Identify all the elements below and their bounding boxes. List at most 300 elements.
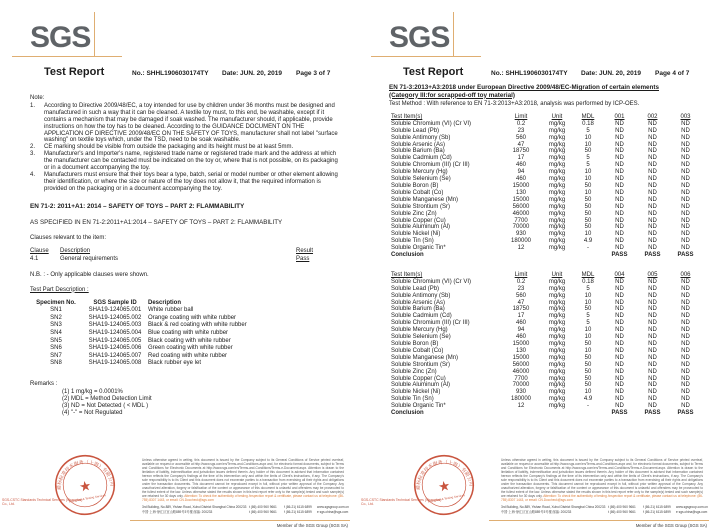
table-cell: ND	[681, 306, 690, 313]
notes-list	[30, 103, 343, 193]
table-cell: ND	[681, 292, 690, 299]
table-cell: 10	[584, 169, 592, 176]
table-cell: Soluble Strontium (Sr)	[391, 203, 451, 210]
table-cell: Soluble Chromium (VI) (Cr VI)	[391, 120, 472, 127]
table-cell: ND	[615, 189, 624, 196]
table-cell: ND	[648, 334, 657, 341]
address-row-cn	[501, 510, 709, 515]
table-cell: 10	[584, 134, 592, 141]
table-cell: 94	[517, 327, 525, 334]
migration-heading-line2: (Category III:for scrapped-off toy material)	[389, 91, 515, 99]
address-en: 3rd Building, No.889, Yishan Road, Xuhui District Shanghai China 200233	[501, 505, 606, 509]
table-cell: ND	[648, 189, 657, 196]
table-row	[389, 369, 702, 376]
stamp-arc-text: 通标标准技术服务（上海）有限公司	[416, 460, 473, 491]
table-cell: 50	[584, 375, 592, 382]
table-cell: 0.2	[516, 120, 526, 127]
company-stamp	[49, 449, 121, 521]
remark-line: (1) 1 mg/kg = 0.0001%	[62, 388, 123, 395]
table-row	[389, 148, 702, 155]
table-cell: 4.9	[583, 396, 593, 403]
table-cell: mg/kg	[548, 361, 566, 368]
table-row	[389, 224, 702, 231]
remark-line: (4) "-" = Not Regulated	[62, 409, 123, 416]
logo-vertical-line	[453, 12, 454, 56]
table-cell: 17	[517, 155, 525, 162]
table-cell: mg/kg	[548, 217, 566, 224]
table-cell: 15000	[512, 341, 530, 347]
note-text: According to Directive 2009/48/EC, a toy intended for use by children under 36 months must be designed and manufactured in such a way that it can be cleaned. A textile toy must, to this end, be washable, except if it contains a mechanism that may be damaged if soak washed. The manufacturer should, if applicable, provide instructions on how the toy has to be cleaned. According to the GUIDANCE DOCUMENT ON THE APPLICATION OF DIRECTIVE 2009/48/EC ON THE SAFETY OF TOYS, manufacturer shall not label "surface washing" on textile toys which, under the TSD, need to be soak washable.	[44, 102, 338, 144]
table-cell: ND	[648, 292, 657, 299]
disclaimer-text: Unless otherwise agreed in writing, this document is issued by the Company subject to its General Conditions of Service printed overleaf, available on request or accessible at http://www.sgs.com/en/Terms-and-Conditions.aspx and, for electronic format documents, subject to Terms and Conditions for Electronic Documents at http://www.sgs.com/en/Terms-and-Conditions/Terms-e-Document.aspx. Attention is drawn to the limitation of liability, indemnification and jurisdiction issues defined therein. Any holder of this document is advised that information contained hereon reflects the Company's findings at the time of its intervention only and within the limits of Client's instructions, if any. The Company's sole responsibility is to its Client and this document does not exonerate parties to a transaction from exercising all their rights and obligations under the transaction documents. This document cannot be reproduced except in full, without prior written approval of the Company. Any unauthorized alteration, forgery or falsification of the content or appearance of this document is unlawful and offenders may be prosecuted to the fullest extent of the law. Unless otherwise stated the results shown in this test report refer only to the sample(s) tested and such sample(s) are retained for 30 days only.	[501, 458, 703, 499]
table-cell: 10	[584, 292, 592, 299]
table-cell: Soluble Arsenic (As)	[391, 141, 446, 148]
table-cell: 4.9	[583, 238, 593, 245]
table-cell: Black coating with white rubber	[148, 337, 231, 344]
table-cell: ND	[681, 176, 690, 183]
column-header: Clause	[30, 248, 49, 255]
table-cell: Soluble Manganese (Mn)	[391, 196, 459, 203]
table-cell: ND	[648, 341, 657, 347]
address-en: 3rd Building, No.889, Yishan Road, Xuhui District Shanghai China 200233	[142, 505, 247, 509]
table-cell: ND	[615, 347, 624, 354]
phone-number: t (86) 400 960 9661	[608, 509, 636, 514]
table-cell	[541, 252, 573, 259]
stamp-star-icon: ★	[436, 477, 452, 495]
table-cell: ND	[615, 134, 624, 141]
fax-number: f (86-21) 6115 6899	[284, 509, 312, 514]
table-cell: 460	[515, 176, 526, 183]
table-cell: 50	[584, 361, 592, 368]
column-header: Description	[60, 248, 91, 255]
report-date: Date: JUN. 20, 2019	[222, 70, 282, 77]
table-cell: ND	[681, 396, 690, 403]
table-cell: ND	[648, 182, 657, 189]
sgs-logo-text: SGS	[30, 21, 91, 54]
page-number: Page 4 of 7	[655, 70, 690, 77]
table-cell: mg/kg	[548, 327, 566, 334]
table-cell: mg/kg	[548, 396, 566, 403]
table-cell: ND	[615, 361, 624, 368]
table-cell: 50	[584, 382, 592, 389]
table-cell: ND	[615, 334, 624, 341]
sgs-logo	[30, 20, 104, 58]
note-number: 4.	[30, 171, 36, 178]
table-cell: Pass	[296, 255, 310, 262]
table-cell: 10	[584, 176, 592, 183]
table-cell: ND	[615, 162, 624, 169]
company-stamp	[408, 449, 480, 521]
table-cell: Blue coating with white rubber	[148, 330, 229, 336]
table-cell: Soluble Chromium (III) (Cr III)	[391, 320, 470, 327]
table-cell: Soluble Mercury (Hg)	[391, 169, 448, 176]
note-text: CE marking should be visible from outside the packaging and its height must be at least 5mm.	[44, 144, 294, 151]
table-cell: 23	[517, 127, 525, 134]
phone-number: t (86) 400 960 9661	[249, 509, 277, 514]
table-cell: mg/kg	[548, 306, 566, 313]
table-cell: ND	[648, 306, 657, 313]
table-cell: Green coating with white rubber	[148, 345, 233, 352]
table-cell: 5	[586, 320, 590, 327]
table-cell: SHA19-124065.004	[88, 330, 142, 336]
table-cell: mg/kg	[548, 375, 566, 382]
table-cell: SN6	[50, 345, 62, 352]
table-cell: mg/kg	[548, 389, 566, 396]
table-cell: mg/kg	[548, 347, 566, 354]
table-row	[389, 362, 702, 369]
table-cell	[541, 410, 573, 417]
report-date: Date: JUN. 20, 2019	[581, 70, 641, 77]
table-cell: ND	[615, 217, 624, 224]
table-cell: mg/kg	[548, 238, 566, 245]
test-part-description-heading: Test Part Description :	[30, 286, 89, 293]
table-cell: 10	[584, 231, 592, 238]
logo-vertical-line	[94, 12, 95, 56]
table-cell: ND	[648, 196, 657, 203]
table-row	[389, 389, 702, 396]
member-line: Member of the SGS Group (SGS SA)	[276, 523, 348, 528]
table-cell: ND	[648, 347, 657, 354]
table-cell: 5	[586, 285, 590, 292]
table-cell: ND	[615, 368, 624, 375]
table-cell: ND	[681, 148, 690, 155]
table-cell: 5	[586, 155, 590, 162]
table-row	[389, 135, 702, 142]
table-cell: ND	[648, 224, 657, 231]
table-cell: ND	[615, 245, 624, 252]
table-cell: ND	[681, 320, 690, 327]
column-header: 005	[647, 271, 658, 278]
report-number: No.: SHHL1906030174TY	[132, 70, 209, 77]
table-cell: ND	[681, 354, 690, 361]
table-row	[389, 128, 702, 135]
table-header-row	[30, 248, 343, 255]
table-cell: mg/kg	[548, 403, 566, 410]
logo-horizontal-line	[12, 56, 122, 57]
table-cell: ND	[615, 320, 624, 327]
table-cell: ND	[615, 299, 624, 306]
table-cell: Soluble Nickel (Ni)	[391, 389, 441, 396]
table-cell: 930	[515, 231, 526, 238]
stamp-seal-graphic	[49, 449, 121, 521]
table-cell: ND	[615, 382, 624, 389]
footer-address-block	[142, 505, 350, 515]
table-cell: ND	[681, 347, 690, 354]
table-cell: 17	[517, 313, 525, 320]
table-cell: SN1	[50, 307, 62, 314]
table-cell: mg/kg	[548, 341, 566, 347]
column-header: 006	[680, 271, 691, 278]
table-row	[389, 327, 702, 334]
fax-number: f (86-21) 6115 6899	[284, 505, 312, 509]
table-cell: 10	[584, 334, 592, 341]
note-item	[30, 172, 343, 193]
table-header-row	[389, 272, 702, 279]
stamp-star-icon: ★	[77, 477, 93, 495]
table-row	[30, 322, 343, 330]
table-cell: 50	[584, 306, 592, 313]
table-cell: ND	[681, 389, 690, 396]
table-cell: ND	[681, 231, 690, 238]
table-cell: Soluble Boron (B)	[391, 182, 439, 189]
address-cn: 中国·上海·徐汇区宜山路889号3号楼 邮编: 200233	[142, 509, 213, 514]
table-row	[389, 279, 702, 286]
table-cell: ND	[648, 203, 657, 210]
table-row	[389, 211, 702, 218]
table-cell: ND	[681, 368, 690, 375]
table-cell: SN8	[50, 360, 62, 367]
table-cell: ND	[648, 238, 657, 245]
table-cell: Soluble Aluminum (Al)	[391, 224, 451, 231]
table-cell: ND	[648, 245, 657, 252]
table-cell: ND	[681, 203, 690, 210]
sgs-logo	[389, 20, 463, 58]
table-cell: Soluble Nickel (Ni)	[391, 231, 441, 238]
table-cell: 4.1	[30, 255, 39, 262]
table-cell: ND	[615, 396, 624, 403]
table-cell: Black rubber eye let	[148, 360, 202, 367]
table-cell: Orange coating with white rubber	[148, 314, 237, 321]
table-cell: ND	[648, 231, 657, 238]
table-cell: mg/kg	[548, 120, 566, 127]
table-cell: mg/kg	[548, 169, 566, 176]
table-cell: ND	[681, 327, 690, 334]
table-cell: 10	[584, 389, 592, 396]
table-row	[389, 348, 702, 355]
table-cell: 5	[586, 162, 590, 169]
attention-text: Attention: To check the authenticity of testing /inspection report & certificate, please contact us at telephone: (86-755) 8307 1443, or email: CN.Doccheck@sgs.com	[142, 494, 344, 503]
table-cell: ND	[648, 134, 657, 141]
table-cell: mg/kg	[548, 196, 566, 203]
table-cell: 15000	[512, 354, 530, 361]
table-cell: ND	[615, 285, 624, 292]
table-cell: mg/kg	[548, 231, 566, 238]
stamp-caption: Inspection & Testing Services	[427, 493, 466, 504]
table-cell: mg/kg	[548, 299, 566, 306]
table-cell: Soluble Chromium (VI) (Cr VI)	[391, 278, 472, 285]
table-cell: Soluble Cadmium (Cd)	[391, 313, 452, 320]
column-header: Result	[296, 248, 314, 255]
table-row	[389, 396, 702, 403]
table-cell: ND	[615, 292, 624, 299]
stamp-arc-text: 通标标准技术服务（上海）有限公司	[57, 460, 114, 491]
table-cell: 50	[584, 196, 592, 203]
table-cell: 50	[584, 354, 592, 361]
table-cell: SN5	[50, 337, 62, 344]
table-cell: Soluble Barium (Ba)	[391, 306, 445, 313]
table-cell: ND	[615, 327, 624, 334]
table-cell: 12	[517, 245, 525, 252]
table-cell: PASS	[677, 410, 694, 417]
table-cell: mg/kg	[548, 313, 566, 320]
table-cell: ND	[648, 354, 657, 361]
table-cell: ND	[648, 320, 657, 327]
table-cell: 47	[517, 141, 525, 148]
table-cell: mg/kg	[548, 127, 566, 134]
table-cell: Soluble Mercury (Hg)	[391, 327, 448, 334]
table-row	[389, 162, 702, 169]
table-cell: PASS	[611, 410, 628, 417]
email-address: e sgs.china@sgs.com	[676, 509, 708, 514]
table-cell: PASS	[677, 252, 694, 259]
column-header: Unit	[551, 271, 563, 278]
table-cell: Soluble Copper (Cu)	[391, 375, 446, 382]
table-cell: 0.2	[516, 278, 526, 285]
as-specified-line: AS SPECIFIED IN EN 71-2:2011+A1:2014 – SAFETY OF TOYS – PART 2: FLAMMABILITY	[30, 218, 283, 226]
table-cell: mg/kg	[548, 382, 566, 389]
table-cell: mg/kg	[548, 141, 566, 148]
report-header	[359, 66, 717, 80]
report-number: No.: SHHL1906030174TY	[491, 70, 568, 77]
table-cell: ND	[615, 182, 624, 189]
table-cell: 47	[517, 299, 525, 306]
table-cell: Soluble Tin (Sn)	[391, 238, 434, 245]
table-cell: ND	[648, 176, 657, 183]
report-page-3	[0, 0, 358, 532]
table-cell: mg/kg	[548, 368, 566, 375]
table-cell: mg/kg	[548, 148, 566, 155]
table-cell: ND	[681, 285, 690, 292]
footer-rule	[489, 520, 709, 521]
table-row	[30, 353, 343, 361]
note-number: 1.	[30, 102, 36, 109]
table-cell: -	[587, 403, 589, 410]
table-cell: SN7	[50, 352, 62, 359]
table-cell: ND	[648, 162, 657, 169]
table-cell: ND	[681, 169, 690, 176]
table-cell: ND	[615, 306, 624, 313]
table-cell: 50	[584, 203, 592, 210]
note-number: 3.	[30, 151, 36, 158]
footer-address-block	[501, 505, 709, 515]
conclusion-row	[389, 252, 702, 259]
table-cell: mg/kg	[548, 245, 566, 252]
table-cell: ND	[615, 148, 624, 155]
table-cell: 12	[517, 403, 525, 410]
table-cell: 10	[584, 141, 592, 148]
table-cell: ND	[681, 141, 690, 148]
table-cell: mg/kg	[548, 162, 566, 169]
table-cell: ND	[615, 341, 624, 347]
table-cell: ND	[681, 224, 690, 231]
stamp-caption: Inspection & Testing Services	[68, 493, 107, 504]
table-row	[389, 403, 702, 410]
table-cell: 460	[515, 320, 526, 327]
flammability-section-heading: EN 71-2: 2011+A1: 2014 – SAFETY OF TOYS – PART 2: FLAMMABILITY	[30, 202, 245, 210]
email-address: e sgs.china@sgs.com	[317, 509, 349, 514]
table-cell: Soluble Aluminum (Al)	[391, 382, 451, 389]
table-row	[30, 360, 343, 368]
table-cell: 50	[584, 217, 592, 224]
table-cell: Soluble Cobalt (Co)	[391, 189, 444, 196]
table-cell: ND	[648, 299, 657, 306]
table-cell: 930	[515, 389, 526, 396]
table-row	[389, 197, 702, 204]
table-cell: ND	[648, 403, 657, 410]
fax-number: f (86-21) 6115 6899	[643, 505, 671, 509]
table-cell: White rubber ball	[148, 307, 194, 314]
table-cell: ND	[681, 341, 690, 347]
table-row	[389, 176, 702, 183]
table-cell: ND	[681, 334, 690, 341]
table-cell: ND	[615, 203, 624, 210]
table-cell: Soluble Lead (Pb)	[391, 285, 440, 292]
address-cn: 中国·上海·徐汇区宜山路889号3号楼 邮编: 200233	[501, 509, 572, 514]
table-row	[389, 183, 702, 190]
page-footer	[0, 450, 358, 532]
table-cell: ND	[681, 375, 690, 382]
table-cell: 460	[515, 162, 526, 169]
table-row	[389, 382, 702, 389]
table-cell: ND	[648, 313, 657, 320]
nb-note: N.B. : - Only applicable clauses were shown.	[30, 271, 149, 278]
table-cell: PASS	[611, 252, 628, 259]
member-line: Member of the SGS Group (SGS SA)	[635, 523, 707, 528]
table-cell: ND	[681, 155, 690, 162]
table-row	[389, 121, 702, 128]
phone-number: t (86) 400 960 9661	[249, 505, 277, 509]
table-cell: Soluble Manganese (Mn)	[391, 354, 459, 361]
table-cell: ND	[648, 155, 657, 162]
table-cell: SHA19-124065.005	[88, 337, 142, 344]
table-row	[389, 190, 702, 197]
table-cell: ND	[681, 196, 690, 203]
table-cell: ND	[615, 176, 624, 183]
table-cell: 10	[584, 347, 592, 354]
table-cell: ND	[681, 382, 690, 389]
table-cell: ND	[681, 361, 690, 368]
table-cell: mg/kg	[548, 320, 566, 327]
table-cell: 94	[517, 169, 525, 176]
column-header: 002	[647, 113, 658, 120]
table-cell: ND	[615, 238, 624, 245]
stamp-seal-graphic	[408, 449, 480, 521]
table-row	[30, 345, 343, 353]
table-cell: ND	[648, 361, 657, 368]
note-item	[30, 151, 343, 172]
report-title: Test Report	[403, 66, 464, 78]
note-heading: Note:	[30, 95, 45, 101]
table-cell: 180000	[510, 396, 532, 403]
table-cell: mg/kg	[548, 292, 566, 299]
table-row	[30, 307, 343, 315]
table-row	[389, 155, 702, 162]
table-row	[389, 238, 702, 245]
table-cell: ND	[615, 231, 624, 238]
attention-text: Attention: To check the authenticity of testing /inspection report & certificate, please contact us at telephone: (86-755) 8307 1443, or email: CN.Doccheck@sgs.com	[501, 494, 703, 503]
table-cell: 56000	[512, 361, 530, 368]
table-cell: 560	[515, 292, 526, 299]
column-header: SGS Sample ID	[93, 299, 137, 306]
table-cell: SHA19-124065.002	[88, 314, 142, 321]
stamp-overlay-text: SGS-CSTC Standards Technical Services (Shanghai) Co., Ltd.	[2, 498, 83, 507]
migration-table-samples-001-003	[389, 114, 702, 259]
table-cell: Soluble Lead (Pb)	[391, 127, 440, 134]
table-cell: SHA19-124065.001	[88, 307, 142, 314]
table-cell: mg/kg	[548, 210, 566, 217]
column-header: Specimen No.	[36, 299, 76, 306]
table-row	[389, 169, 702, 176]
note-item	[30, 103, 343, 144]
table-cell: ND	[615, 224, 624, 231]
page-footer	[359, 450, 717, 532]
table-cell: ND	[648, 278, 657, 285]
table-cell: 18750	[512, 148, 530, 155]
table-cell: Soluble Selenium (Se)	[391, 176, 451, 183]
column-header: 001	[614, 113, 625, 120]
fax-number: f (86-21) 6115 6899	[643, 509, 671, 514]
table-cell: SN3	[50, 322, 62, 329]
